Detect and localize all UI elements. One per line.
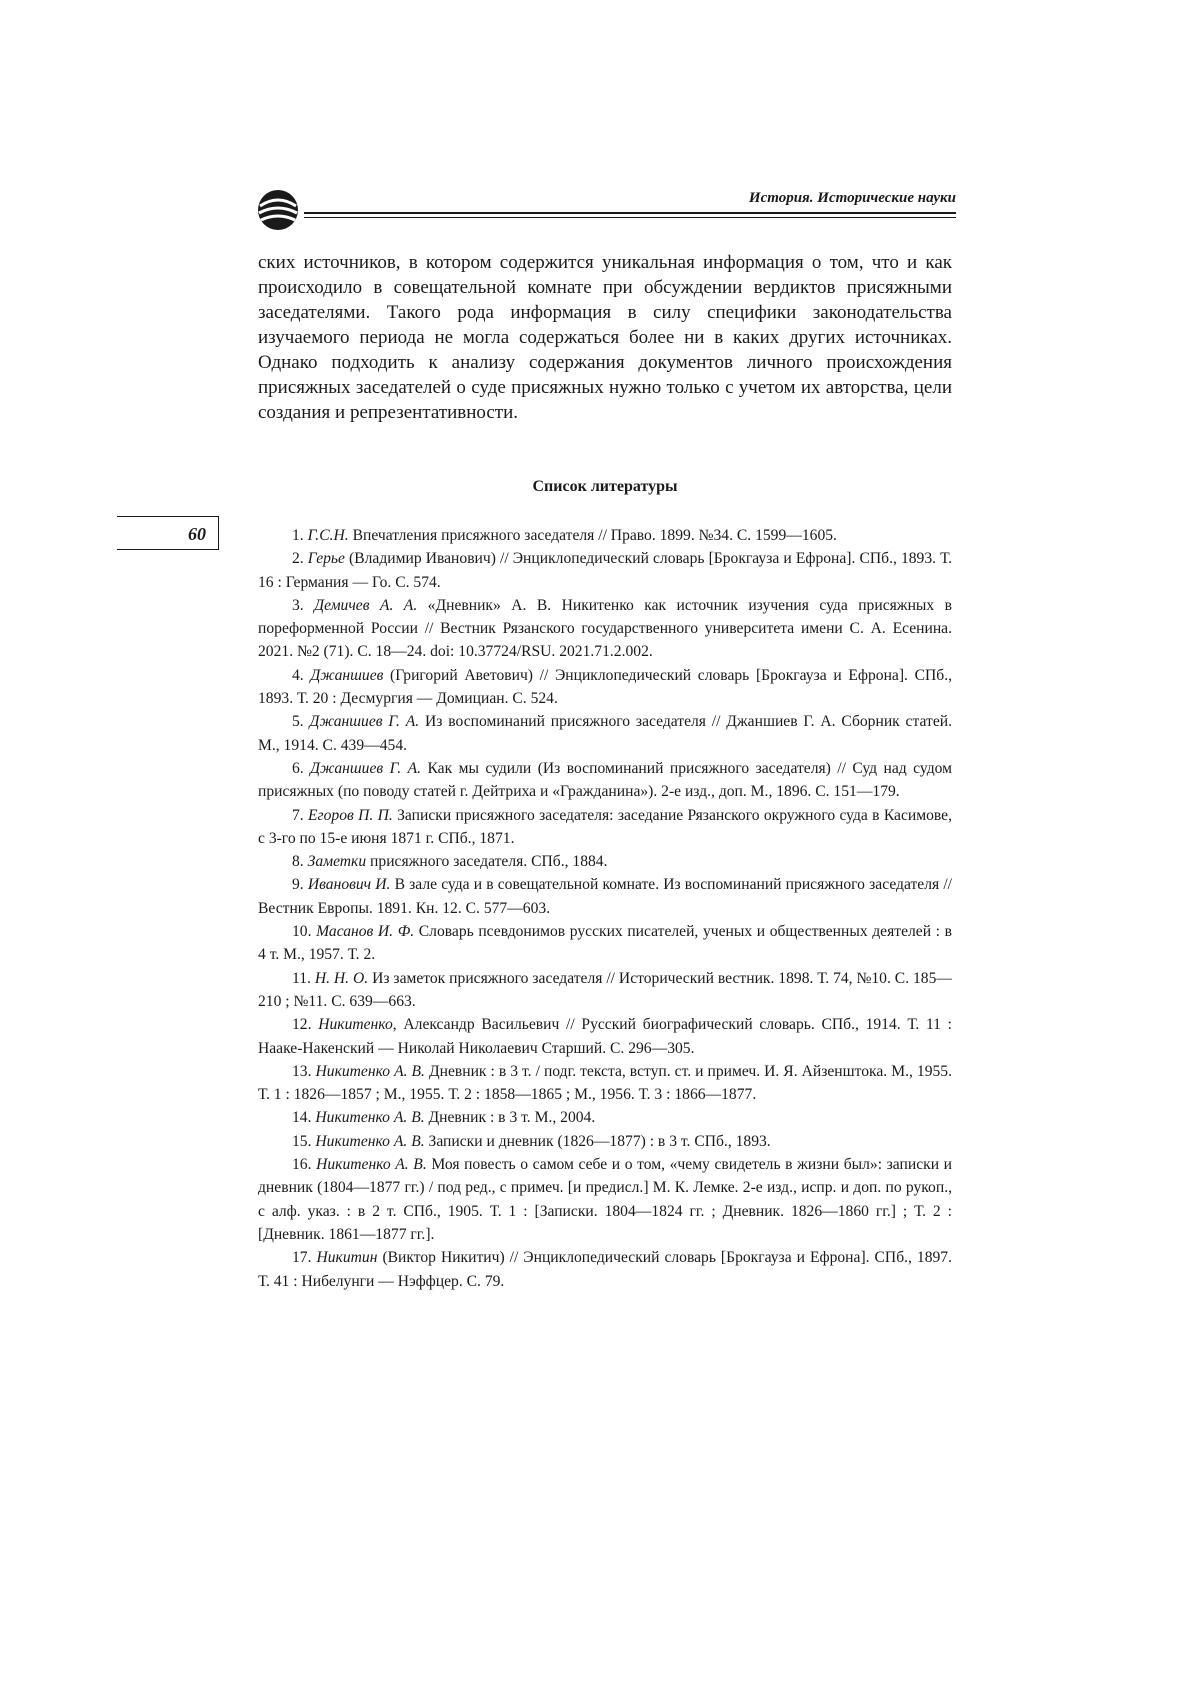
journal-section-title: История. Исторические науки — [748, 190, 956, 206]
ref-author: Никитенко — [318, 1016, 393, 1034]
ref-text: «Дневник» А. В. Никитенко как источник изучения суда присяжных в пореформенной России // Вестник Рязанского государственного университета имени С. А. Есенина. 2021. №2 (71). С. 18—24. doi: 10.37724/RSU. 2021.71.2.002. — [258, 596, 952, 661]
ref-author: Масанов И. Ф. — [316, 923, 415, 941]
ref-text: присяжного заседателя. СПб., 1884. — [366, 853, 608, 871]
reference-list — [258, 524, 952, 1293]
page-number-box — [117, 516, 219, 550]
reference-item — [258, 920, 952, 967]
running-header — [256, 188, 956, 232]
ref-author: Заметки — [307, 853, 367, 871]
reference-item — [258, 664, 952, 711]
ref-text: Дневник : в 3 т. / подг. текста, вступ. ст. и примеч. И. Я. Айзенштока. М., 1955. Т. 1 : 1826—1857 ; М., 1955. Т. 2 : 1858—1865 ; М., 1956. Т. 3 : 1866—1877. — [258, 1062, 952, 1104]
ref-number: 2. — [292, 550, 304, 568]
ref-author: Джаншиев — [310, 666, 384, 684]
ref-author: Н. Н. О. — [314, 969, 369, 987]
ref-text: Словарь псевдонимов русских писателей, ученых и общественных деятелей : в 4 т. М., 1957. Т. 2. — [258, 923, 952, 964]
ref-author: Герье — [307, 550, 345, 568]
ref-number: 7. — [292, 806, 304, 824]
ref-number: 4. — [292, 666, 304, 684]
reference-item — [258, 1130, 952, 1153]
reference-item — [258, 1246, 952, 1293]
reference-item — [258, 1106, 952, 1129]
ref-author: Демичев А. А. — [314, 596, 418, 614]
ref-number: 1. — [292, 527, 304, 544]
reference-item — [258, 524, 952, 547]
ref-text: (Виктор Никитич) // Энциклопедический словарь [Брокгауза и Ефрона]. СПб., 1897. Т. 41 : Нибелунги — Нэффцер. С. 79. — [258, 1249, 952, 1290]
reference-item — [258, 850, 952, 873]
ref-number: 14. — [292, 1109, 312, 1127]
ref-number: 17. — [292, 1249, 312, 1267]
ref-author: Никитенко А. В. — [315, 1109, 425, 1127]
reference-item — [258, 873, 952, 920]
ref-text: Впечатления присяжного заседателя // Право. 1899. №34. С. 1599—1605. — [348, 527, 837, 544]
ref-number: 11. — [292, 969, 311, 987]
references-title: Список литературы — [532, 478, 678, 495]
ref-text: Записки и дневник (1826—1877) : в 3 т. СПб., 1893. — [424, 1132, 771, 1150]
reference-item — [258, 710, 952, 757]
ref-author: Джаншиев Г. А. — [309, 713, 420, 731]
ref-text: Как мы судили (Из воспоминаний присяжного заседателя) // Суд над судом присяжных (по поводу статей г. Дейтриха и «Гражданина»). 2-е изд., доп. М., 1896. С. 151—179. — [258, 759, 952, 801]
reference-item — [258, 1060, 952, 1107]
ref-author: Никитенко А. В. — [316, 1156, 427, 1174]
ref-text: Из воспоминаний присяжного заседателя // Джаншиев Г. А. Сборник статей. М., 1914. С. 439—454. — [258, 713, 952, 754]
ref-number: 12. — [292, 1016, 312, 1034]
ref-number: 16. — [292, 1156, 312, 1174]
ref-number: 5. — [292, 713, 304, 731]
ref-author: Г.С.Н. — [307, 527, 349, 544]
ref-author: Никитенко А. В. — [315, 1132, 425, 1150]
ref-text: (Григорий Аветович) // Энциклопедический словарь [Брокгауза и Ефрона]. СПб., 1893. Т. 20 : Десмургия — Домициан. С. 524. — [258, 666, 952, 708]
ref-number: 15. — [292, 1132, 312, 1150]
ref-author: Никитин — [316, 1249, 378, 1267]
reference-item — [258, 594, 952, 664]
body-paragraph: ских источников, в котором содержится уникальная информация о том, что и как происходило в совещательной комнате при обсуждении вердиктов присяжными заседателями. Такого рода информация в силу специфики законодательства изучаемого периода не могла содержаться более ни в каких других источниках. Однако подходить к анализу содержания документов личного происхождения присяжных заседателей о суде присяжных нужно только с учетом их авторства, цели создания и репрезентативности. — [258, 252, 952, 423]
ref-number: 9. — [292, 876, 304, 894]
ref-text: Дневник : в 3 т. М., 2004. — [424, 1109, 596, 1127]
ref-text: , Александр Васильевич // Русский биографический словарь. СПб., 1914. Т. 11 : Нааке-Накенский — Николай Николаевич Старший. С. 296—305. — [258, 1016, 952, 1057]
header-rule — [304, 212, 956, 214]
ref-text: Из заметок присяжного заседателя // Исторический вестник. 1898. Т. 74, №10. С. 185—210 ; №11. С. 639—663. — [258, 969, 952, 1010]
reference-item — [258, 967, 952, 1014]
ref-author: Никитенко А. В. — [315, 1062, 425, 1080]
ref-number: 8. — [292, 853, 304, 871]
reference-item — [258, 547, 952, 594]
ref-text: (Владимир Иванович) // Энциклопедический словарь [Брокгауза и Ефрона]. СПб., 1893. Т. 16 : Германия — Го. С. 574. — [258, 550, 952, 591]
journal-wave-logo-icon — [256, 188, 300, 232]
header-rule-thin — [304, 217, 956, 218]
reference-item — [258, 757, 952, 804]
reference-item — [258, 1013, 952, 1060]
ref-text: Моя повесть о самом себе и о том, «чему свидетель в жизни был»: записки и дневник (1804—1877 гг.) / под ред., с примеч. [и предисл.] М. К. Лемке. 2-е изд., испр. и доп. по рукоп., с алф. указ. : в 2 т. СПб., 1905. Т. 1 : [Записки. 1804—1824 гг. ; Дневник. 1826—1860 гг.] ; Т. 2 : [Дневник. 1861—1877 гг.]. — [258, 1156, 952, 1243]
ref-author: Егоров П. П. — [308, 806, 393, 824]
reference-item — [258, 804, 952, 851]
ref-author: Иванович И. — [307, 876, 391, 894]
ref-number: 13. — [292, 1062, 312, 1080]
ref-number: 10. — [292, 923, 312, 941]
ref-author: Джаншиев Г. А. — [310, 759, 422, 777]
ref-text: В зале суда и в совещательной комнате. Из воспоминаний присяжного заседателя // Вестник Европы. 1891. Кн. 12. С. 577—603. — [258, 876, 952, 917]
page-number: 60 — [188, 524, 206, 544]
ref-text: Записки присяжного заседателя: заседание Рязанского окружного суда в Касимове, с 3-го по 15-е июня 1871 г. СПб., 1871. — [258, 806, 952, 847]
ref-number: 6. — [292, 759, 304, 777]
reference-item — [258, 1153, 952, 1246]
ref-number: 3. — [292, 596, 304, 614]
